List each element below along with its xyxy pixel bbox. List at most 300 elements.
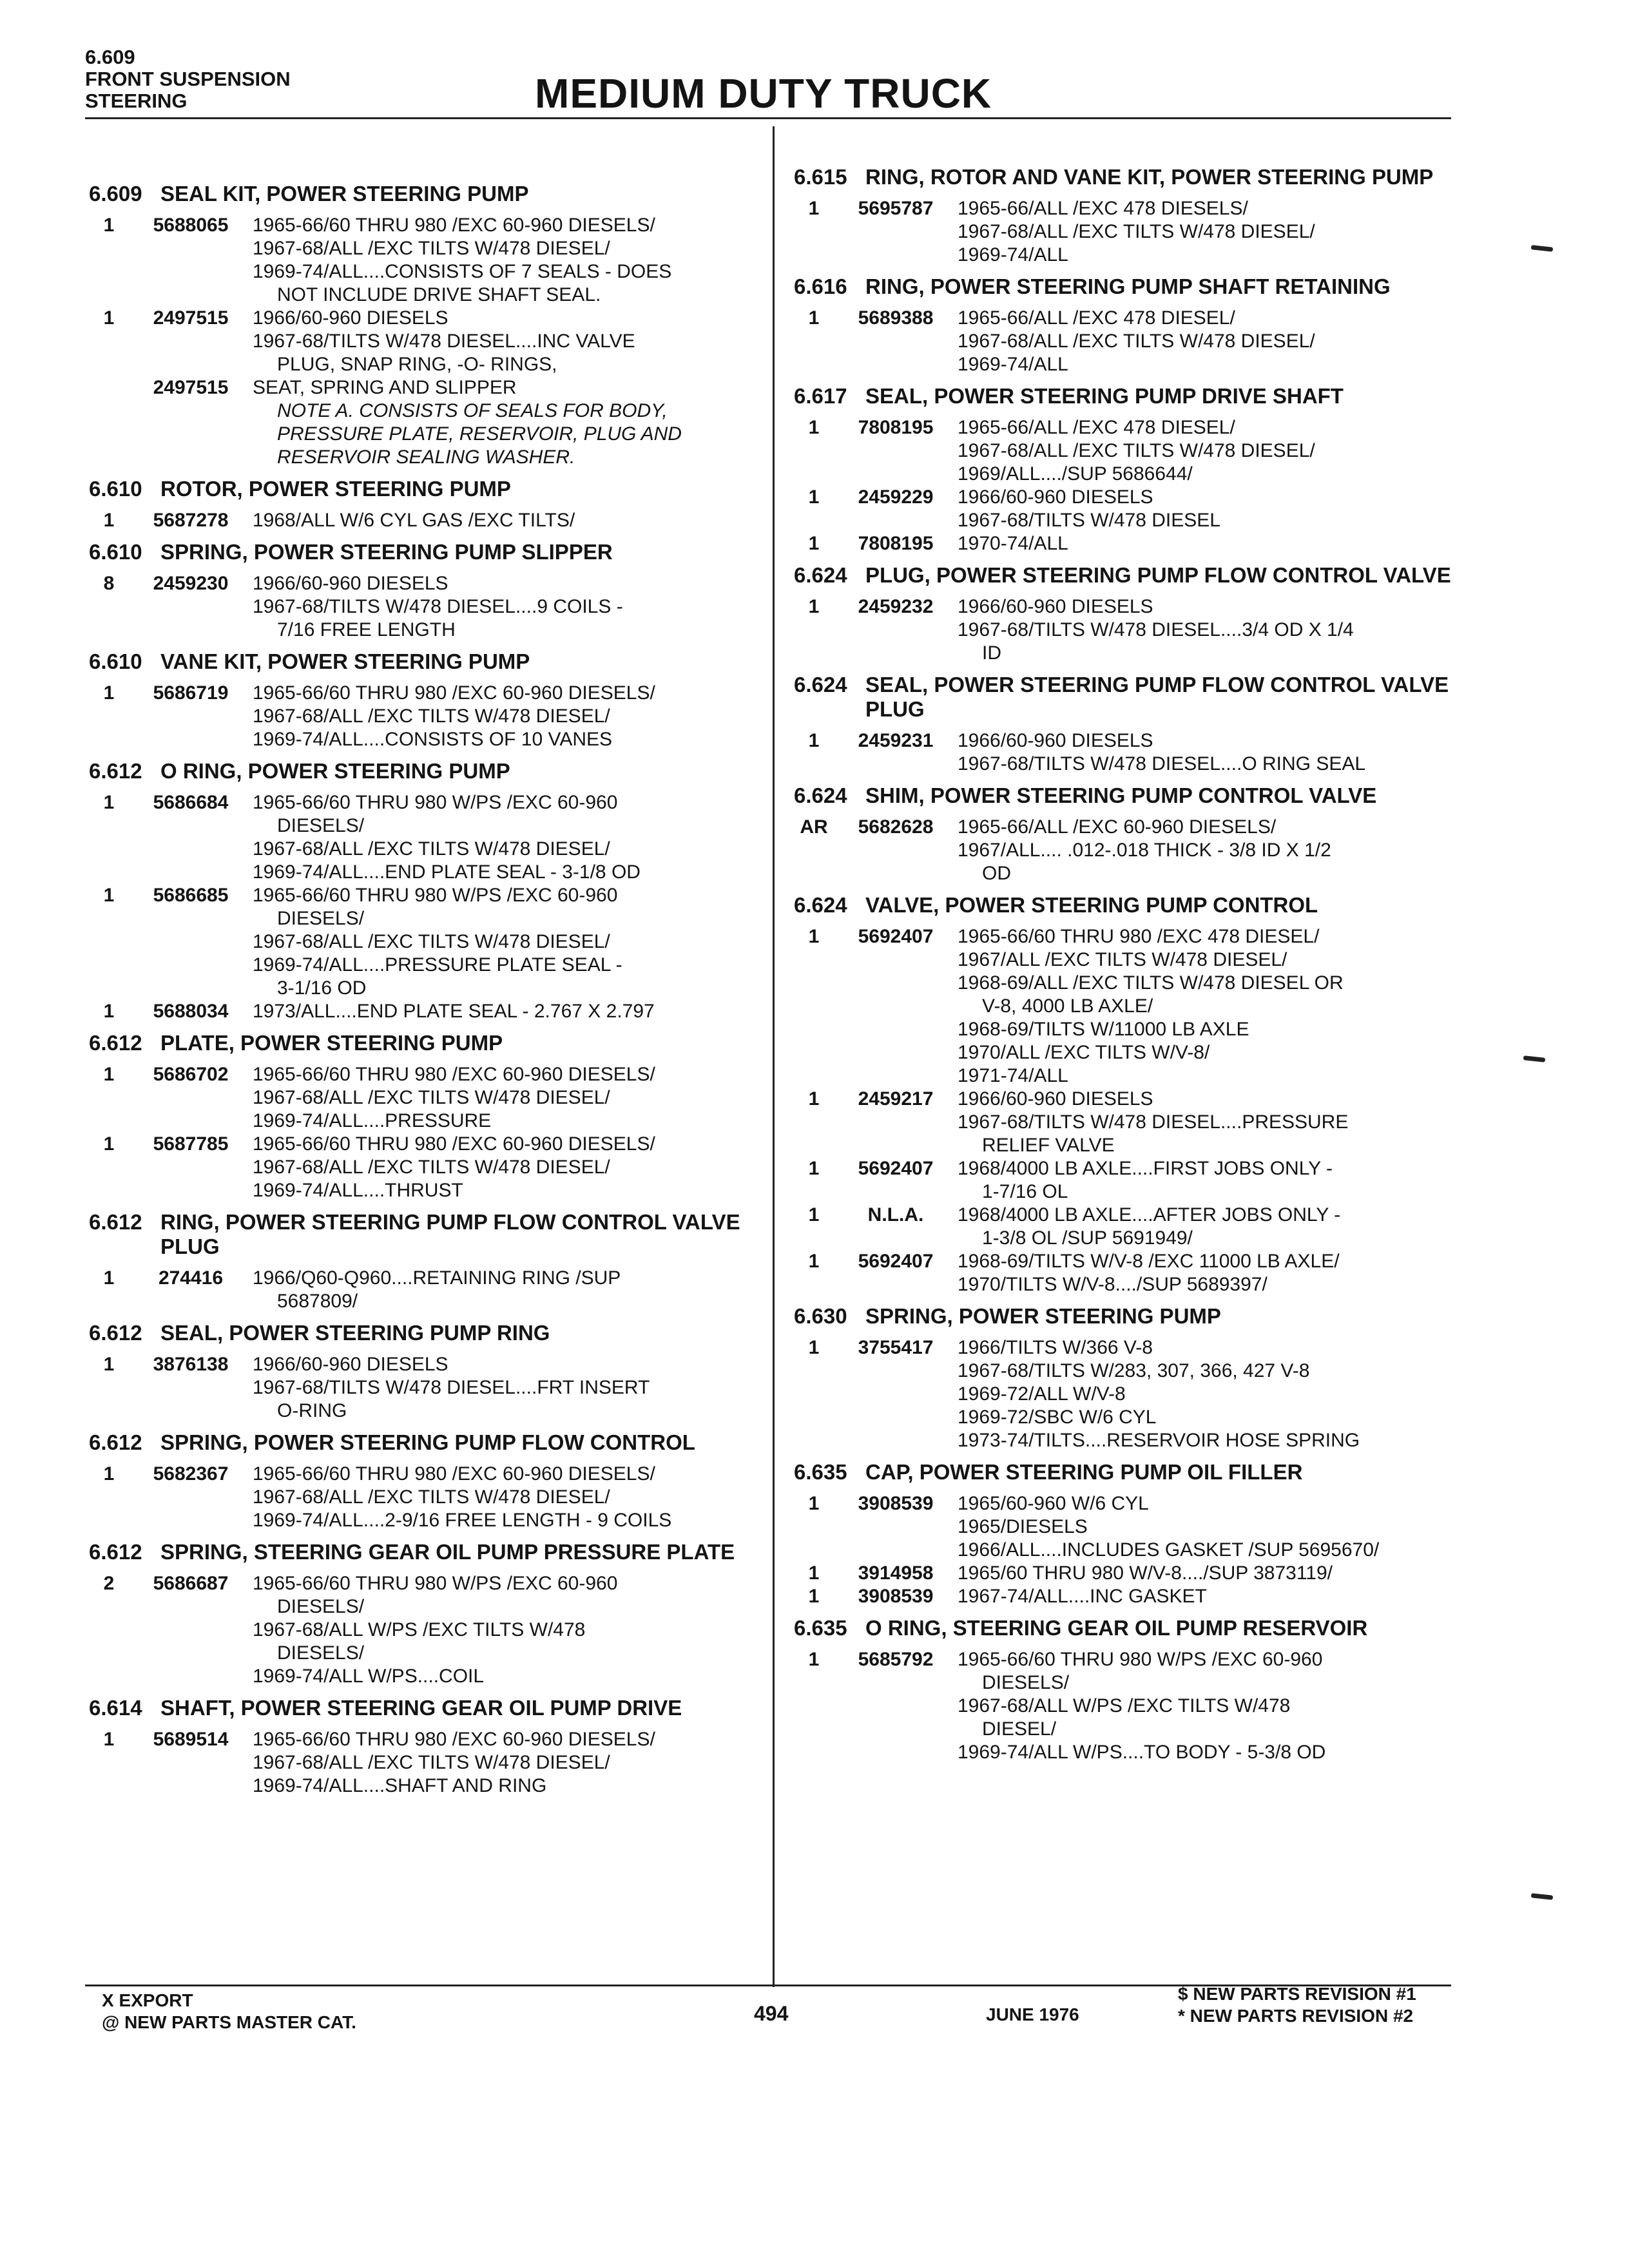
section-code: 6.609 (89, 182, 142, 206)
application-description (958, 1204, 1464, 1250)
part-number: 5686719 (153, 682, 229, 704)
application-description (958, 307, 1464, 376)
catalog-section (794, 1616, 1464, 1764)
description-line: 1966/60-960 DIESELS (958, 1088, 1153, 1110)
quantity: 1 (103, 1267, 115, 1289)
section-code: 6.615 (794, 165, 847, 189)
footer-legend-left (102, 1990, 356, 2033)
application-description (253, 214, 759, 307)
description-line: 1967-68/ALL /EXC TILTS W/478 DIESEL/ (958, 440, 1315, 461)
catalog-section (89, 649, 759, 751)
section-code: 6.610 (89, 649, 142, 673)
section-heading (794, 1304, 1464, 1329)
description-line: 1967-68/TILTS W/478 DIESEL....3/4 OD X 1/4 (958, 619, 1354, 640)
description-line: DIESELS/ (277, 1596, 365, 1617)
quantity: 1 (808, 730, 820, 751)
description-line: 1968/4000 LB AXLE....AFTER JOBS ONLY - (958, 1204, 1341, 1225)
section-title: ROTOR, POWER STEERING PUMP (160, 477, 511, 501)
application-description (958, 925, 1464, 1088)
description-line: 1969-74/ALL (958, 244, 1068, 265)
description-line: 1969-74/ALL....CONSISTS OF 10 VANES (253, 729, 613, 750)
part-row (89, 1133, 759, 1202)
description-line: 1967-68/TILTS W/478 DIESEL (958, 510, 1220, 531)
application-description (253, 1728, 759, 1798)
part-row (794, 1157, 1464, 1204)
part-row (794, 532, 1464, 555)
quantity: 1 (103, 1463, 115, 1485)
parts-list (794, 816, 1464, 885)
parts-list (794, 1492, 1464, 1608)
part-number: 2497515 (153, 377, 229, 398)
catalog-section (794, 1304, 1464, 1452)
footer-date: JUNE 1976 (986, 2004, 1079, 2024)
part-row (89, 1463, 759, 1532)
description-line: 1968/4000 LB AXLE....FIRST JOBS ONLY - (958, 1158, 1333, 1179)
application-description (958, 197, 1464, 267)
section-title: PLUG, POWER STEERING PUMP FLOW CONTROL VALVE (865, 563, 1451, 587)
description-line: DIESELS/ (982, 1672, 1070, 1693)
application-description (253, 1463, 759, 1532)
description-line: NOT INCLUDE DRIVE SHAFT SEAL. (277, 284, 601, 305)
quantity (89, 376, 129, 469)
parts-list (794, 925, 1464, 1296)
description-line: 1969/ALL..../SUP 5686644/ (958, 463, 1193, 485)
catalog-section (89, 1696, 759, 1798)
part-number: 3876138 (153, 1354, 229, 1375)
part-number: 2459229 (858, 486, 934, 508)
section-heading (89, 1696, 759, 1720)
catalog-section (89, 1031, 759, 1202)
part-row (89, 572, 759, 642)
parts-list (89, 1063, 759, 1202)
description-line: 1965-66/ALL /EXC 478 DIESELS/ (958, 198, 1248, 219)
application-description (958, 1250, 1464, 1296)
catalog-section (794, 783, 1464, 885)
application-description (958, 1585, 1464, 1608)
part-number: 7808195 (858, 533, 934, 554)
section-title: SEAL, POWER STEERING PUMP DRIVE SHAFT (865, 384, 1344, 408)
application-description (253, 1133, 759, 1202)
description-line: 1969-74/ALL W/PS....COIL (253, 1666, 485, 1687)
part-number: 2459231 (858, 730, 934, 751)
section-code: 6.624 (794, 893, 847, 917)
footer-line: X EXPORT (102, 1990, 193, 2010)
section-title: SPRING, POWER STEERING PUMP SLIPPER (160, 540, 613, 564)
description-line: 1967-74/ALL....INC GASKET (958, 1586, 1207, 1607)
part-row (794, 1492, 1464, 1562)
part-number: 5689514 (153, 1729, 229, 1750)
part-number: 5695787 (858, 198, 934, 219)
section-code: 6.614 (89, 1696, 142, 1720)
description-line: 1965-66/60 THRU 980 /EXC 60-960 DIESELS/ (253, 1064, 655, 1085)
description-line: 3-1/16 OD (277, 977, 367, 999)
part-row (794, 1585, 1464, 1608)
application-description (958, 1088, 1464, 1157)
catalog-section (89, 1210, 759, 1313)
quantity: 1 (808, 1251, 820, 1272)
section-heading (89, 540, 759, 564)
part-number: 5682628 (858, 816, 934, 838)
part-number: 5687785 (153, 1133, 229, 1155)
application-description (253, 791, 759, 884)
catalog-section (89, 540, 759, 642)
description-line: 1968-69/TILTS W/11000 LB AXLE (958, 1019, 1249, 1040)
catalog-section (89, 477, 759, 532)
part-row (794, 197, 1464, 267)
part-number: 2459232 (858, 596, 934, 617)
section-code: 6.635 (794, 1616, 847, 1640)
quantity: 1 (808, 307, 820, 329)
description-line: ID (982, 642, 1001, 664)
parts-list (89, 1463, 759, 1532)
quantity: 1 (808, 1649, 820, 1670)
part-row (89, 509, 759, 532)
part-number: 5688034 (153, 1001, 229, 1022)
description-line: 1967-68/TILTS W/478 DIESEL....O RING SEAL (958, 753, 1366, 774)
application-description (958, 416, 1464, 486)
description-line: 1967-68/ALL /EXC TILTS W/478 DIESEL/ (253, 706, 610, 727)
quantity: 1 (103, 215, 115, 236)
description-line: 1968/ALL W/6 CYL GAS /EXC TILTS/ (253, 510, 575, 531)
part-row (89, 682, 759, 751)
description-line: 1967-68/TILTS W/478 DIESEL....PRESSURE (958, 1111, 1349, 1133)
description-line: SEAT, SPRING AND SLIPPER (253, 377, 517, 398)
section-title: VALVE, POWER STEERING PUMP CONTROL (865, 893, 1318, 917)
description-line: 1965-66/60 THRU 980 /EXC 60-960 DIESELS/ (253, 682, 655, 704)
parts-list (89, 1353, 759, 1423)
part-number: 3914958 (858, 1562, 934, 1584)
parts-list (89, 682, 759, 751)
section-heading (89, 759, 759, 783)
catalog-section (89, 1540, 759, 1688)
description-line: 1967/ALL.... .012-.018 THICK - 3/8 ID X 1/2 (958, 840, 1331, 861)
quantity: 1 (808, 1158, 820, 1179)
part-row (794, 486, 1464, 532)
part-number: 3908539 (858, 1586, 934, 1607)
parts-list (89, 791, 759, 1023)
application-description (253, 1267, 759, 1313)
section-heading (89, 1540, 759, 1564)
section-title: SHIM, POWER STEERING PUMP CONTROL VALVE (865, 783, 1377, 807)
part-row (794, 1204, 1464, 1250)
section-code: 6.630 (794, 1304, 847, 1328)
section-heading (89, 1321, 759, 1345)
part-number: 5686702 (153, 1064, 229, 1085)
part-number: 3908539 (858, 1493, 934, 1514)
description-line: OD (982, 863, 1011, 884)
description-line: 1969-72/SBC W/6 CYL (958, 1407, 1157, 1428)
part-row (89, 1267, 759, 1313)
description-line: 1967-68/ALL /EXC TILTS W/478 DIESEL/ (253, 1157, 610, 1178)
part-row (794, 416, 1464, 486)
left-column (89, 182, 759, 1805)
application-description (958, 595, 1464, 665)
catalog-section (794, 563, 1464, 665)
description-line: 1971-74/ALL (958, 1065, 1068, 1086)
section-title: SEAL KIT, POWER STEERING PUMP (160, 182, 529, 206)
quantity: 1 (103, 792, 115, 813)
quantity: 1 (808, 596, 820, 617)
application-description (958, 816, 1464, 885)
header-line: STEERING (85, 90, 188, 112)
description-line: 1965-66/60 THRU 980 /EXC 60-960 DIESELS/ (253, 215, 655, 236)
catalog-section (794, 384, 1464, 555)
quantity: 1 (103, 1001, 115, 1022)
section-heading (89, 477, 759, 501)
description-line: NOTE A. CONSISTS OF SEALS FOR BODY, (277, 400, 668, 421)
description-line: 1966/ALL....INCLUDES GASKET /SUP 5695670/ (958, 1539, 1380, 1561)
application-description (253, 884, 759, 1000)
header-line: FRONT SUSPENSION (85, 68, 291, 90)
description-line: RELIEF VALVE (982, 1135, 1115, 1156)
description-line: 1967-68/ALL /EXC TILTS W/478 DIESEL/ (958, 331, 1315, 352)
section-title: PLATE, POWER STEERING PUMP (160, 1031, 503, 1055)
description-line: PRESSURE PLATE, RESERVOIR, PLUG AND (277, 423, 682, 445)
margin-mark (1531, 245, 1554, 252)
part-row (89, 1353, 759, 1423)
description-line: 1969-74/ALL....2-9/16 FREE LENGTH - 9 COILS (253, 1510, 672, 1531)
description-line: 1967-68/ALL /EXC TILTS W/478 DIESEL/ (253, 238, 610, 259)
description-line: DIESEL/ (982, 1718, 1057, 1740)
description-line: 1970-74/ALL (958, 533, 1068, 554)
section-heading (794, 673, 1464, 722)
section-heading (794, 563, 1464, 588)
catalog-section (794, 274, 1464, 376)
application-description (958, 1336, 1464, 1452)
description-line: 1970/TILTS W/V-8..../SUP 5689397/ (958, 1274, 1268, 1295)
description-line: 1967-68/ALL /EXC TILTS W/478 DIESEL/ (958, 221, 1315, 242)
catalog-section (89, 759, 759, 1023)
description-line: 5687809/ (277, 1291, 358, 1312)
description-line: 1965-66/60 THRU 980 W/PS /EXC 60-960 (253, 1573, 618, 1594)
description-line: 1967-68/ALL W/PS /EXC TILTS W/478 (958, 1695, 1291, 1716)
catalog-section (794, 165, 1464, 267)
description-line: 1966/60-960 DIESELS (253, 1354, 448, 1375)
section-header (85, 46, 291, 112)
description-line: 1973/ALL....END PLATE SEAL - 2.767 X 2.797 (253, 1001, 655, 1022)
section-title: VANE KIT, POWER STEERING PUMP (160, 649, 530, 673)
description-line: PLUG, SNAP RING, -O- RINGS, (277, 354, 557, 375)
part-row (794, 1562, 1464, 1585)
description-line: 1965-66/60 THRU 980 W/PS /EXC 60-960 (253, 792, 618, 813)
description-line: 1967-68/ALL /EXC TILTS W/478 DIESEL/ (253, 1752, 610, 1773)
description-line: 1966/60-960 DIESELS (253, 573, 448, 594)
parts-list (89, 572, 759, 642)
section-title: SPRING, POWER STEERING PUMP FLOW CONTROL (160, 1430, 695, 1454)
description-line: 1965-66/ALL /EXC 60-960 DIESELS/ (958, 816, 1277, 838)
section-title: O RING, POWER STEERING PUMP (160, 759, 510, 783)
part-row (794, 307, 1464, 376)
part-number: N.L.A. (867, 1204, 924, 1225)
quantity: 1 (808, 533, 820, 554)
section-title: SEAL, POWER STEERING PUMP RING (160, 1321, 550, 1345)
description-line: DIESELS/ (277, 908, 365, 929)
parts-list (794, 595, 1464, 665)
description-line: 1969-74/ALL....PRESSURE (253, 1110, 492, 1131)
part-row (89, 376, 759, 469)
section-code: 6.612 (89, 759, 142, 783)
section-heading (794, 274, 1464, 299)
description-line: 1969-74/ALL....PRESSURE PLATE SEAL - (253, 954, 622, 975)
description-line: 1968-69/TILTS W/V-8 /EXC 11000 LB AXLE/ (958, 1251, 1340, 1272)
section-heading (89, 182, 759, 206)
parts-list (89, 214, 759, 469)
application-description (253, 682, 759, 751)
part-row (89, 307, 759, 376)
page-title: MEDIUM DUTY TRUCK (535, 70, 992, 117)
part-row (794, 1648, 1464, 1764)
quantity: 1 (808, 486, 820, 508)
description-line: 1965-66/60 THRU 980 W/PS /EXC 60-960 (958, 1649, 1323, 1670)
application-description (958, 1562, 1464, 1585)
description-line: 1969-74/ALL W/PS....TO BODY - 5-3/8 OD (958, 1742, 1326, 1763)
section-code: 6.624 (794, 673, 847, 697)
application-description (253, 1000, 759, 1023)
description-line: 1965-66/ALL /EXC 478 DIESEL/ (958, 417, 1235, 438)
application-description (958, 532, 1464, 555)
section-heading (794, 1460, 1464, 1485)
quantity: 1 (103, 1354, 115, 1375)
description-line: 1965-66/60 THRU 980 /EXC 60-960 DIESELS/ (253, 1729, 655, 1750)
quantity: 1 (808, 1204, 820, 1225)
section-code: 6.635 (794, 1460, 847, 1484)
description-line: RESERVOIR SEALING WASHER. (277, 447, 575, 468)
parts-list (89, 1572, 759, 1688)
application-description (253, 307, 759, 376)
description-line: 1967-68/ALL W/PS /EXC TILTS W/478 (253, 1619, 586, 1640)
application-description (253, 1063, 759, 1133)
part-number: 5689388 (858, 307, 934, 329)
quantity: 1 (808, 1562, 820, 1584)
parts-list (794, 1648, 1464, 1764)
section-heading (794, 1616, 1464, 1640)
description-line: 1966/60-960 DIESELS (958, 730, 1153, 751)
quantity: 1 (103, 1064, 115, 1085)
quantity: AR (800, 816, 828, 838)
description-line: 1967-68/TILTS W/478 DIESEL....FRT INSERT (253, 1377, 650, 1398)
margin-mark (1523, 1055, 1546, 1062)
section-code: 6.616 (794, 274, 847, 298)
quantity: 1 (103, 885, 115, 906)
section-title: O RING, STEERING GEAR OIL PUMP RESERVOIR (865, 1616, 1368, 1640)
margin-mark (1531, 1893, 1554, 1900)
application-description (253, 1572, 759, 1688)
description-line: 1967/ALL /EXC TILTS W/478 DIESEL/ (958, 949, 1287, 970)
section-code: 6.617 (794, 384, 847, 408)
application-description (958, 729, 1464, 776)
quantity: 2 (103, 1573, 115, 1594)
catalog-section (89, 1321, 759, 1423)
part-number: 5686687 (153, 1573, 229, 1594)
catalog-section (794, 673, 1464, 776)
catalog-section (89, 182, 759, 469)
part-row (89, 214, 759, 307)
quantity: 1 (808, 926, 820, 947)
part-number: 5685792 (858, 1649, 934, 1670)
application-description (253, 572, 759, 642)
section-title: SEAL, POWER STEERING PUMP FLOW CONTROL VALVE PLUG (865, 673, 1449, 721)
section-title: RING, ROTOR AND VANE KIT, POWER STEERING PUMP (865, 165, 1434, 189)
header-line: 6.609 (85, 46, 135, 68)
column-divider (773, 126, 775, 1987)
section-heading (89, 1210, 759, 1259)
description-line: 1965/60 THRU 980 W/V-8..../SUP 3873119/ (958, 1562, 1333, 1584)
description-line: 1969-74/ALL....SHAFT AND RING (253, 1775, 547, 1796)
part-row (89, 1572, 759, 1688)
description-line: 1969-74/ALL....END PLATE SEAL - 3-1/8 OD (253, 861, 641, 883)
description-line: 1967-68/ALL /EXC TILTS W/478 DIESEL/ (253, 931, 610, 952)
quantity: 1 (103, 510, 115, 531)
description-line: 1970/ALL /EXC TILTS W/V-8/ (958, 1042, 1210, 1063)
parts-list (89, 1267, 759, 1313)
part-row (89, 884, 759, 1000)
description-line: 1967-68/TILTS W/478 DIESEL....9 COILS - (253, 596, 623, 617)
section-heading (794, 893, 1464, 918)
part-number: 2459217 (858, 1088, 934, 1110)
section-code: 6.610 (89, 540, 142, 564)
description-line: 1965/DIESELS (958, 1516, 1088, 1537)
footer-line: $ NEW PARTS REVISION #1 (1178, 1984, 1416, 2004)
description-line: 1969-74/ALL (958, 354, 1068, 375)
part-row (794, 816, 1464, 885)
description-line: 1966/TILTS W/366 V-8 (958, 1337, 1153, 1358)
section-title: SHAFT, POWER STEERING GEAR OIL PUMP DRIVE (160, 1696, 682, 1720)
part-row (89, 791, 759, 884)
part-number: 5686684 (153, 792, 229, 813)
section-code: 6.612 (89, 1540, 142, 1564)
section-code: 6.612 (89, 1031, 142, 1055)
description-line: 1967-68/ALL /EXC TILTS W/478 DIESEL/ (253, 838, 610, 860)
description-line: 1-7/16 OL (982, 1181, 1068, 1202)
application-description (958, 1492, 1464, 1562)
part-number: 5692407 (858, 1251, 934, 1272)
section-code: 6.612 (89, 1430, 142, 1454)
section-title: SPRING, POWER STEERING PUMP (865, 1304, 1221, 1328)
section-code: 6.610 (89, 477, 142, 501)
application-description (958, 1648, 1464, 1764)
parts-list (89, 509, 759, 532)
footer-legend-right (1178, 1983, 1416, 2027)
description-line: 1967-68/ALL /EXC TILTS W/478 DIESEL/ (253, 1486, 610, 1508)
quantity: 1 (103, 1133, 115, 1155)
quantity: 1 (808, 417, 820, 438)
part-row (794, 1336, 1464, 1452)
description-line: 1966/60-960 DIESELS (958, 596, 1153, 617)
description-line: 1966/Q60-Q960....RETAINING RING /SUP (253, 1267, 621, 1289)
description-line: 1967-68/TILTS W/478 DIESEL....INC VALVE (253, 331, 635, 352)
section-heading (89, 1430, 759, 1455)
application-description (958, 1157, 1464, 1204)
description-line: 1969-74/ALL....THRUST (253, 1180, 463, 1201)
quantity: 8 (103, 573, 115, 594)
part-row (89, 1000, 759, 1023)
part-row (89, 1728, 759, 1798)
part-number: 5686685 (153, 885, 229, 906)
description-line: 7/16 FREE LENGTH (277, 619, 456, 640)
part-row (794, 595, 1464, 665)
description-line: 1973-74/TILTS....RESERVOIR HOSE SPRING (958, 1430, 1360, 1451)
section-title: SPRING, STEERING GEAR OIL PUMP PRESSURE PLATE (160, 1540, 735, 1564)
section-heading (89, 1031, 759, 1055)
section-code: 6.624 (794, 563, 847, 587)
description-line: 1966/60-960 DIESELS (958, 486, 1153, 508)
description-line: 1967-68/ALL /EXC TILTS W/478 DIESEL/ (253, 1087, 610, 1108)
description-line: 1969-74/ALL....CONSISTS OF 7 SEALS - DOES (253, 261, 672, 282)
part-row (794, 729, 1464, 776)
section-heading (794, 165, 1464, 189)
part-row (89, 1063, 759, 1133)
description-line: 1965-66/60 THRU 980 W/PS /EXC 60-960 (253, 885, 618, 906)
